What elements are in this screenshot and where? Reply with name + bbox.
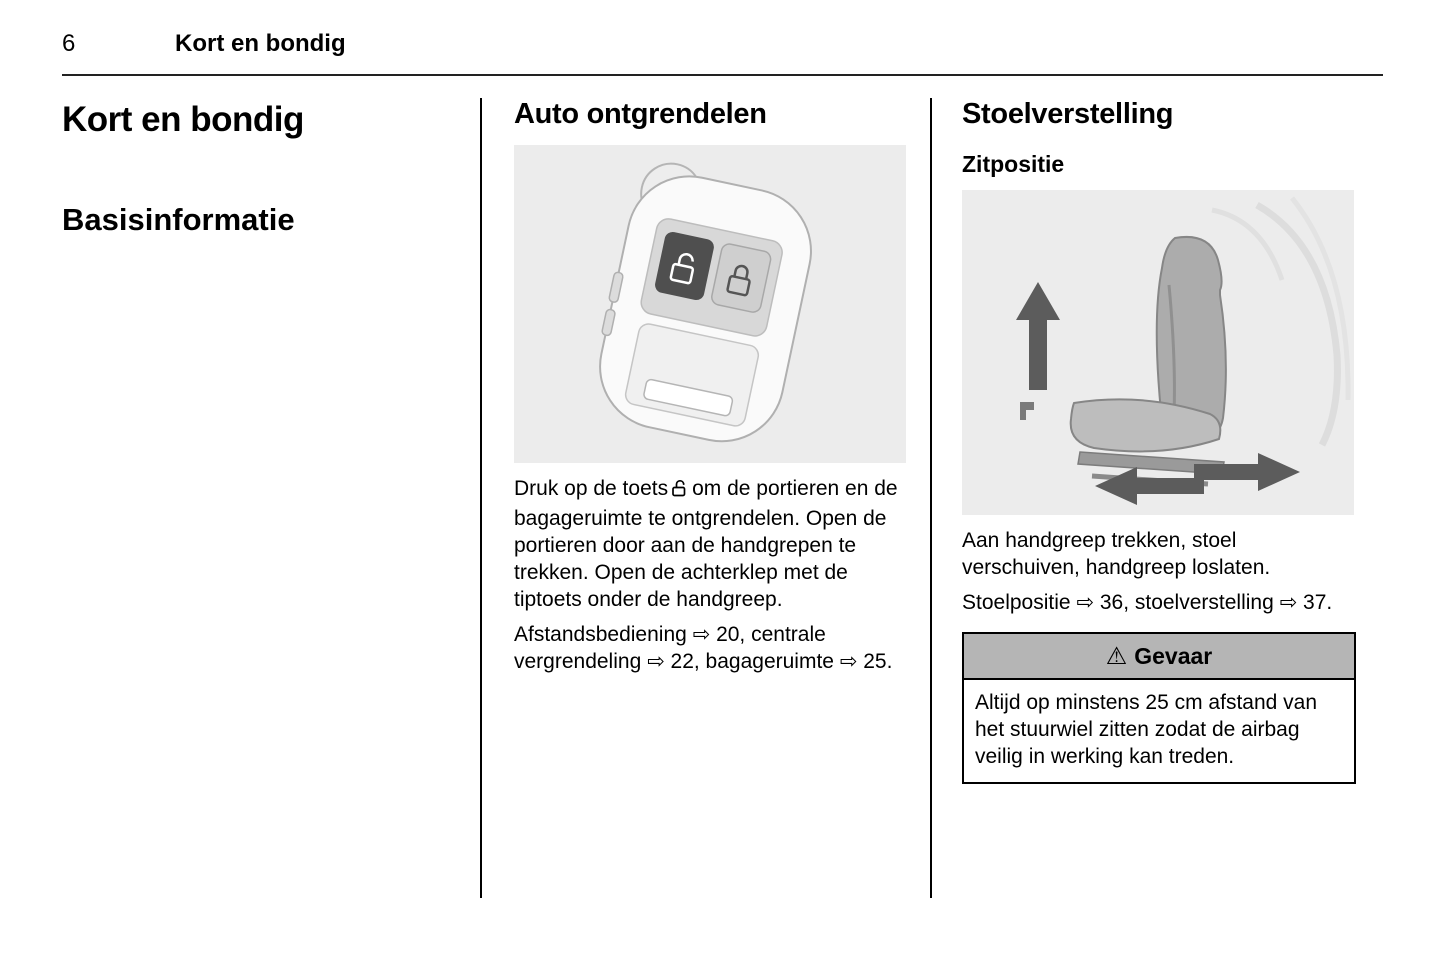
subsection-title-zitpositie: Zitpositie — [962, 151, 1065, 177]
left-column — [62, 76, 480, 898]
key-fob-illustration — [514, 145, 906, 463]
page-number: 6 — [62, 30, 76, 57]
middle-column — [482, 76, 930, 898]
section-title-basisinformatie: Basisinformatie — [62, 202, 295, 237]
unlock-paragraph — [514, 475, 908, 613]
unlock-icon — [670, 478, 690, 505]
chapter-title: Kort en bondig — [62, 100, 304, 139]
content-columns — [62, 76, 1383, 898]
running-title: Kort en bondig — [175, 30, 346, 57]
seat-adjustment-illustration — [962, 190, 1354, 515]
key-fob-drawing — [514, 145, 906, 463]
danger-warning-header — [964, 634, 1354, 680]
unlock-references: Afstandsbediening ⇨ 20, centrale vergrendeling ⇨ 22, bagageruimte ⇨ 25. — [514, 623, 893, 673]
seat-references: Stoelpositie ⇨ 36, stoelverstelling ⇨ 37. — [962, 591, 1333, 614]
unlock-text-after: om de portieren en de bagageruimte te ontgrendelen. Open de portieren door aan de handgrepen te trekken. Open de achterklep met de tiptoets onder de handgreep. — [514, 477, 898, 611]
right-column — [932, 76, 1383, 898]
seat-drawing — [962, 190, 1354, 515]
danger-warning-text: Altijd op minstens 25 cm afstand van het stuurwiel zitten zodat de airbag veilig in werking kan treden. — [975, 691, 1318, 768]
seat-instructions: Aan handgreep trekken, stoel verschuiven, handgreep loslaten. — [962, 529, 1271, 579]
warning-triangle-icon: ⚠ — [1105, 642, 1128, 670]
page-header — [0, 0, 1445, 58]
section-title-stoelverstelling: Stoelverstelling — [962, 98, 1174, 130]
danger-warning-box — [962, 632, 1356, 784]
danger-warning-title: Gevaar — [1134, 643, 1213, 669]
section-title-auto-ontgrendelen: Auto ontgrendelen — [514, 98, 767, 130]
unlock-text-before: Druk op de toets — [514, 477, 669, 500]
